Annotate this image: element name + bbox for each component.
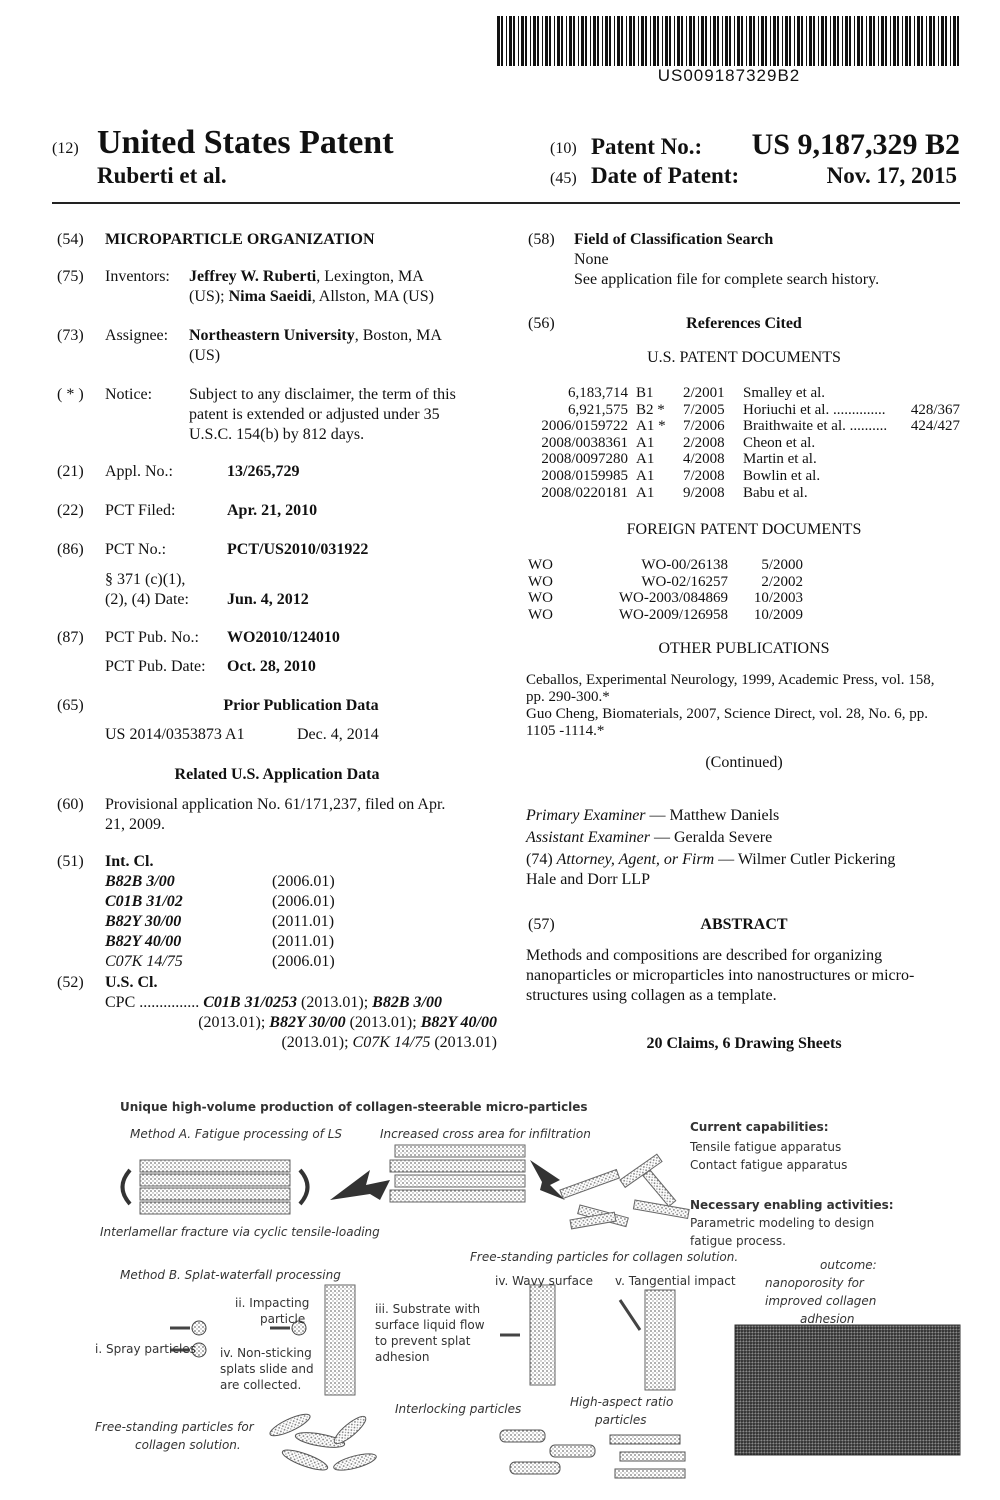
attorney-line-2: Hale and Dorr LLP xyxy=(526,871,650,888)
us-doc-row xyxy=(528,451,960,468)
other-pub-line-3: Guo Cheng, Biomaterials, 2007, Science Direct, vol. 28, No. 6, pp. xyxy=(526,706,929,722)
us-docs-title: U.S. PATENT DOCUMENTS xyxy=(647,349,841,366)
primary-examiner: — Matthew Daniels xyxy=(645,807,780,824)
code-22: (22) xyxy=(57,502,84,519)
code-75: (75) xyxy=(57,268,84,285)
int-cl-row xyxy=(105,892,405,912)
figure-substrate-3: to prevent splat xyxy=(375,1334,471,1348)
abstract-title: ABSTRACT xyxy=(700,916,788,933)
foreign-doc-date: 5/2000 xyxy=(761,557,803,573)
interlocking-particles xyxy=(500,1430,595,1474)
pct-no-label: PCT No.: xyxy=(105,541,167,558)
cpc-class-1: C01B 31/0253 xyxy=(203,994,298,1011)
us-doc-class: 428/367 xyxy=(910,401,960,418)
code-52: (52) xyxy=(57,974,84,991)
us-cl-field xyxy=(57,973,497,1063)
pct-pub-no: WO2010/124010 xyxy=(227,629,340,646)
assignee-label: Assignee: xyxy=(105,327,169,344)
us-doc-date: 2/2008 xyxy=(683,434,725,451)
us-cl-label: U.S. Cl. xyxy=(105,974,158,991)
us-doc-name: Braithwaite et al. .......... xyxy=(743,418,888,435)
figure-current-capabilities: Current capabilities: xyxy=(690,1120,829,1134)
int-cl-version: (2006.01) xyxy=(272,873,335,890)
pct-pub-field xyxy=(57,628,497,678)
figure-nanoporosity-2: improved collagen xyxy=(765,1294,877,1308)
us-doc-number: 2008/0038361 xyxy=(541,434,628,451)
figure-nanoporosity-3: adhesion xyxy=(800,1312,855,1326)
figure-nonsticking-2: splats slide and xyxy=(220,1362,314,1376)
provisional-line-2: 21, 2009. xyxy=(105,816,165,833)
assignee-field xyxy=(57,326,497,366)
us-doc-row xyxy=(528,485,960,502)
pct-no: PCT/US2010/031922 xyxy=(227,541,369,558)
assignee-country: (US) xyxy=(189,347,221,364)
code-86: (86) xyxy=(57,541,84,558)
tangential-surface xyxy=(645,1290,675,1390)
foreign-doc-date: 10/2009 xyxy=(753,606,803,623)
s371-line-2: (2), (4) Date: xyxy=(105,591,189,608)
claims-summary: 20 Claims, 6 Drawing Sheets xyxy=(646,1035,842,1052)
figure-outcome: outcome: xyxy=(820,1258,877,1272)
pct-pub-date-label: PCT Pub. Date: xyxy=(105,658,206,675)
high-aspect-particles xyxy=(610,1435,685,1478)
figure-high-aspect-2: particles xyxy=(595,1413,647,1427)
code-57: (57) xyxy=(528,916,555,933)
int-cl-row xyxy=(105,872,405,892)
us-doc-date: 4/2008 xyxy=(683,451,725,468)
us-doc-date: 7/2008 xyxy=(683,468,725,484)
inventor-name-1: Jeffrey W. Ruberti xyxy=(189,268,317,285)
header-rule xyxy=(52,202,960,204)
notice-line-1: Subject to any disclaimer, the term of this xyxy=(189,386,456,403)
inventor-location-2: , Allston, MA (US) xyxy=(311,288,434,305)
code-21: (21) xyxy=(57,463,84,480)
figure-parametric: Parametric modeling to design xyxy=(690,1216,875,1230)
foreign-doc-date: 2/2002 xyxy=(761,573,803,590)
us-doc-number: 2008/0159985 xyxy=(541,468,628,484)
curved-arrow-right xyxy=(300,1170,308,1204)
pct-no-field xyxy=(57,540,497,610)
assignee-name: Northeastern University xyxy=(189,327,355,344)
us-doc-date: 9/2008 xyxy=(683,484,725,501)
invention-title: MICROPARTICLE ORGANIZATION xyxy=(105,231,375,248)
int-cl-class: B82Y 40/00 xyxy=(105,933,182,950)
foreign-doc-row xyxy=(528,574,960,591)
us-doc-row xyxy=(528,468,960,485)
figure-wavy: iv. Wavy surface xyxy=(495,1274,593,1288)
us-doc-kind: A1 xyxy=(636,484,655,501)
figure-substrate-2: surface liquid flow xyxy=(375,1318,485,1332)
cpc-version-4: (2013.01); xyxy=(281,1034,353,1051)
us-doc-date: 7/2005 xyxy=(683,401,725,418)
provisional-field xyxy=(57,795,497,835)
field-of-search-title: Field of Classification Search xyxy=(574,231,774,248)
substrate-column xyxy=(325,1285,355,1395)
other-pub-line-1: Ceballos, Experimental Neurology, 1999, Academic Press, vol. 158, xyxy=(526,672,935,688)
barcode-bars xyxy=(497,16,961,66)
spray-particle xyxy=(192,1321,206,1335)
nanoporosity-micrograph xyxy=(735,1325,960,1455)
us-doc-row xyxy=(528,402,960,419)
int-cl-class: C01B 31/02 xyxy=(105,893,183,910)
us-doc-kind: A1 * xyxy=(636,418,666,435)
cpc-class-3: B82Y 30/00 xyxy=(269,1014,346,1031)
pct-filed-label: PCT Filed: xyxy=(105,502,176,519)
primary-examiner-label: Primary Examiner xyxy=(526,807,646,824)
figure-free-standing-1: Free-standing particles for collagen solution. xyxy=(470,1250,739,1264)
int-cl-row xyxy=(105,912,405,932)
us-doc-kind: A1 xyxy=(636,468,655,484)
foreign-doc-row xyxy=(528,557,960,574)
examiners xyxy=(526,806,962,890)
attorney-line-1: — Wilmer Cutler Pickering xyxy=(714,851,896,868)
other-pubs-title: OTHER PUBLICATIONS xyxy=(658,640,830,657)
tangential-line xyxy=(620,1300,640,1330)
fragment-particles xyxy=(560,1154,689,1229)
figure-free-standing-2a: Free-standing particles for xyxy=(95,1420,254,1434)
assistant-examiner-label: Assistant Examiner xyxy=(526,829,650,846)
inventor-name-2: Nima Saeidi xyxy=(228,288,312,305)
notice-line-3: U.S.C. 154(b) by 812 days. xyxy=(189,426,365,443)
code-60: (60) xyxy=(57,796,84,813)
us-doc-number: 2008/0097280 xyxy=(541,451,628,468)
laminate-stack-1 xyxy=(140,1160,290,1214)
code-51: (51) xyxy=(57,853,84,870)
us-doc-date: 7/2006 xyxy=(683,418,725,435)
figure-substrate-4: adhesion xyxy=(375,1350,430,1364)
assignee-location: , Boston, MA xyxy=(354,327,442,344)
code-73: (73) xyxy=(57,327,84,344)
foreign-doc-date: 10/2003 xyxy=(753,590,803,607)
figure-method-b: Method B. Splat-waterfall processing xyxy=(120,1268,341,1282)
figure-cross-area: Increased cross area for infiltration xyxy=(380,1127,591,1141)
us-doc-name: Horiuchi et al. .............. xyxy=(743,401,886,418)
notice-line-2: patent is extended or adjusted under 35 xyxy=(189,406,440,423)
curved-arrow-left xyxy=(123,1170,131,1204)
figure-spray: i. Spray particles xyxy=(95,1342,196,1356)
date-of-patent-label: Date of Patent: xyxy=(591,163,740,188)
process-arrow-1 xyxy=(330,1170,390,1200)
figure-impacting: ii. Impacting xyxy=(235,1296,310,1310)
code-56: (56) xyxy=(528,315,555,332)
figure-fatigue-process: fatigue process. xyxy=(690,1234,786,1248)
inventors-short: Ruberti et al. xyxy=(97,163,227,188)
pct-filed-date: Apr. 21, 2010 xyxy=(227,502,318,519)
int-cl-row xyxy=(105,932,405,952)
figure-interlocking: Interlocking particles xyxy=(395,1402,522,1416)
us-doc-name: Smalley et al. xyxy=(743,385,826,401)
kind-code-45: (45) xyxy=(550,170,577,187)
figure-interlamellar: Interlamellar fracture via cyclic tensile-loading xyxy=(100,1225,380,1239)
int-cl-version: (2011.01) xyxy=(272,913,335,930)
figure-contact: Contact fatigue apparatus xyxy=(690,1158,848,1172)
code-notice: ( * ) xyxy=(57,386,84,403)
code-58: (58) xyxy=(528,231,555,248)
inventors-label: Inventors: xyxy=(105,268,170,285)
patent-number: US 9,187,329 B2 xyxy=(751,128,960,161)
code-87: (87) xyxy=(57,629,84,646)
kind-code-12: (12) xyxy=(52,140,79,157)
us-doc-kind: B2 * xyxy=(636,401,665,418)
abstract-line-1: Methods and compositions are described for organizing xyxy=(526,947,883,964)
barcode xyxy=(497,16,961,66)
prior-pub-field xyxy=(57,696,497,746)
figure-substrate-1: iii. Substrate with xyxy=(375,1302,481,1316)
abstract-line-3: structures using collagen as a template. xyxy=(526,987,777,1004)
us-doc-number: 6,921,575 xyxy=(568,401,628,418)
us-doc-name: Bowlin et al. xyxy=(743,468,821,484)
us-doc-number: 6,183,714 xyxy=(568,385,628,401)
foreign-doc-country: WO xyxy=(528,557,553,573)
foreign-doc-number: WO-2009/126958 xyxy=(618,606,728,623)
laminate-stack-2 xyxy=(390,1145,525,1202)
wavy-surface xyxy=(530,1285,555,1385)
figure-nanoporosity-1: nanoporosity for xyxy=(765,1276,864,1290)
figure-tensile: Tensile fatigue apparatus xyxy=(690,1140,842,1154)
int-cl-class: B82B 3/00 xyxy=(105,873,175,890)
notice-field xyxy=(57,385,497,445)
int-cl-field xyxy=(57,852,497,972)
us-doc-number: 2006/0159722 xyxy=(541,418,628,435)
cpc-class-5: C07K 14/75 xyxy=(352,1034,431,1051)
int-cl-version: (2006.01) xyxy=(272,893,335,910)
kind-code-10: (10) xyxy=(550,140,577,157)
prior-pub-number: US 2014/0353873 A1 xyxy=(105,726,245,743)
process-arrow-2 xyxy=(530,1160,565,1200)
field-of-search-note: See application file for complete search history. xyxy=(574,271,880,288)
us-doc-name: Cheon et al. xyxy=(743,434,816,451)
code-54: (54) xyxy=(57,231,84,248)
assistant-examiner: — Geralda Severe xyxy=(650,829,773,846)
other-pubs xyxy=(526,672,962,740)
int-cl-class: B82Y 30/00 xyxy=(105,913,182,930)
figure-nonsticking-1: iv. Non-sticking xyxy=(220,1346,312,1360)
related-data-title: Related U.S. Application Data xyxy=(174,766,380,783)
us-doc-kind: A1 xyxy=(636,434,655,451)
foreign-doc-number: WO-00/26138 xyxy=(641,557,728,573)
figure-method-a: Method A. Fatigue processing of LS xyxy=(130,1127,343,1141)
us-doc-name: Martin et al. xyxy=(743,451,817,468)
foreign-doc-number: WO-2003/084869 xyxy=(618,590,728,607)
int-cl-version: (2011.01) xyxy=(272,933,335,950)
foreign-doc-country: WO xyxy=(528,573,553,590)
us-doc-row xyxy=(528,418,960,435)
inventors-field xyxy=(57,267,497,307)
provisional-line-1: Provisional application No. 61/171,237, filed on Apr. xyxy=(105,796,446,813)
barcode-text: US009187329B2 xyxy=(657,66,801,85)
foreign-doc-country: WO xyxy=(528,590,553,607)
figure-tangential: v. Tangential impact xyxy=(615,1274,736,1288)
collected-particles xyxy=(268,1410,378,1474)
continued-note: (Continued) xyxy=(705,754,783,771)
figure-high-aspect-1: High-aspect ratio xyxy=(570,1395,674,1409)
cpc-label: CPC ............... xyxy=(105,994,200,1011)
cpc-version-1: (2013.01); xyxy=(297,994,373,1011)
figure-necessary: Necessary enabling activities: xyxy=(690,1198,894,1212)
cpc-class-4: B82Y 40/00 xyxy=(420,1014,497,1031)
us-doc-kind: B1 xyxy=(636,385,654,401)
us-doc-class: 424/427 xyxy=(910,418,960,435)
us-doc-row xyxy=(528,385,960,402)
us-doc-row xyxy=(528,435,960,452)
code-65: (65) xyxy=(57,697,84,714)
notice-label: Notice: xyxy=(105,386,153,403)
other-pub-line-4: 1105 -1114.* xyxy=(526,723,605,739)
representative-figure xyxy=(90,1090,970,1490)
field-of-search xyxy=(528,230,960,290)
foreign-docs-title: FOREIGN PATENT DOCUMENTS xyxy=(626,521,862,538)
inventor-country-1: (US); xyxy=(189,288,229,305)
date-of-patent: Nov. 17, 2015 xyxy=(826,163,957,188)
int-cl-label: Int. Cl. xyxy=(105,853,154,870)
figure-title: Unique high-volume production of collagen-steerable micro-particles xyxy=(120,1100,588,1114)
us-doc-kind: A1 xyxy=(636,451,655,468)
inventor-location-1: , Lexington, MA xyxy=(316,268,424,285)
appl-no-label: Appl. No.: xyxy=(105,463,173,480)
cpc-version-3: (2013.01); xyxy=(345,1014,421,1031)
references-title: References Cited xyxy=(686,315,802,332)
s371-line-1: § 371 (c)(1), xyxy=(105,571,186,588)
foreign-doc-row xyxy=(528,607,960,624)
int-cl-row xyxy=(105,952,405,972)
s371-date: Jun. 4, 2012 xyxy=(227,591,309,608)
us-doc-date: 2/2001 xyxy=(683,385,725,401)
field-of-search-none: None xyxy=(574,251,609,268)
patent-type-title: United States Patent xyxy=(97,124,394,161)
patent-no-label: Patent No.: xyxy=(591,134,703,159)
pct-pub-no-label: PCT Pub. No.: xyxy=(105,629,199,646)
figure-particle: particle xyxy=(260,1312,306,1326)
attorney-label: Attorney, Agent, or Firm xyxy=(556,851,715,868)
us-doc-name: Babu et al. xyxy=(743,484,808,501)
appl-no: 13/265,729 xyxy=(227,463,300,480)
cpc-version-5: (2013.01) xyxy=(430,1034,497,1051)
abstract-text xyxy=(526,946,962,1006)
int-cl-version: (2006.01) xyxy=(272,953,335,970)
pct-pub-date: Oct. 28, 2010 xyxy=(227,658,316,675)
int-cl-class: C07K 14/75 xyxy=(105,953,183,970)
us-doc-number: 2008/0220181 xyxy=(541,484,628,501)
prior-pub-date: Dec. 4, 2014 xyxy=(297,726,379,743)
cpc-version-2: (2013.01); xyxy=(198,1014,270,1031)
code-74: (74) xyxy=(526,851,557,868)
abstract-line-2: nanoparticles or microparticles into nanostructures or micro- xyxy=(526,967,915,984)
foreign-doc-country: WO xyxy=(528,606,553,623)
other-pub-line-2: pp. 290-300.* xyxy=(526,689,610,705)
cpc-class-2: B82B 3/00 xyxy=(372,994,442,1011)
figure-free-standing-2b: collagen solution. xyxy=(135,1438,241,1452)
figure-nonsticking-3: are collected. xyxy=(220,1378,302,1392)
foreign-doc-row xyxy=(528,590,960,607)
foreign-doc-number: WO-02/16257 xyxy=(641,573,728,590)
prior-pub-title: Prior Publication Data xyxy=(223,697,379,714)
